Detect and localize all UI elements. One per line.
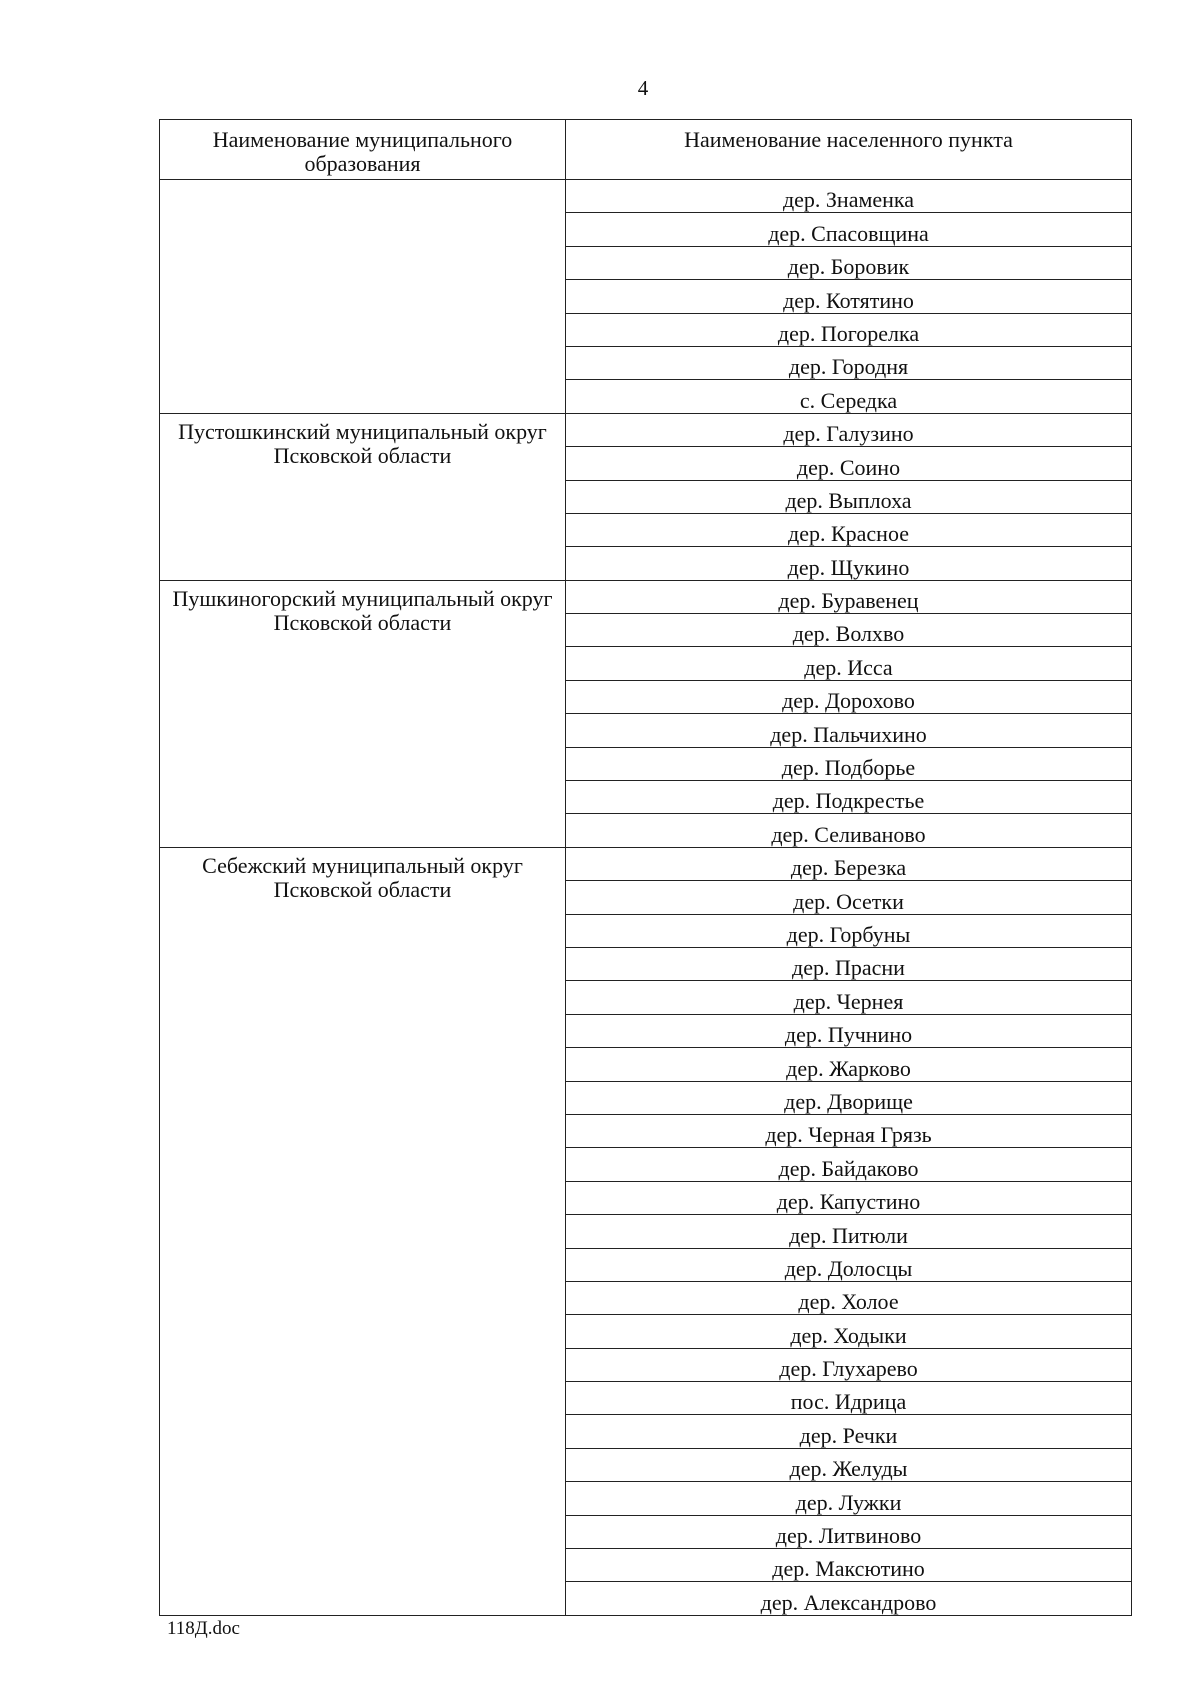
- settlement-cell: дер. Исса: [566, 647, 1132, 680]
- table-row: [160, 580, 1132, 613]
- settlement-cell: дер. Знаменка: [566, 180, 1132, 213]
- settlement-cell: дер. Холое: [566, 1281, 1132, 1314]
- settlement-cell: дер. Горбуны: [566, 914, 1132, 947]
- table-row: [160, 180, 1132, 213]
- settlement-cell: дер. Галузино: [566, 413, 1132, 446]
- settlement-cell: дер. Буравенец: [566, 580, 1132, 613]
- settlement-cell: дер. Дворище: [566, 1081, 1132, 1114]
- settlement-cell: дер. Черная Грязь: [566, 1114, 1132, 1147]
- page-number: 4: [637, 76, 649, 100]
- table-body: [160, 180, 1132, 1616]
- table-row: [160, 413, 1132, 446]
- settlement-cell: дер. Пучнино: [566, 1014, 1132, 1047]
- settlement-cell: дер. Желуды: [566, 1448, 1132, 1481]
- municipality-cell: Пустошкинский муниципальный округ Псковской области: [160, 413, 566, 580]
- settlement-cell: дер. Пальчихино: [566, 714, 1132, 747]
- settlement-cell: дер. Байдаково: [566, 1148, 1132, 1181]
- settlement-cell: дер. Дорохово: [566, 680, 1132, 713]
- settlement-cell: пос. Идрица: [566, 1382, 1132, 1415]
- header-municipality: Наименование муниципального образования: [160, 120, 566, 180]
- settlement-cell: дер. Жарково: [566, 1048, 1132, 1081]
- settlement-cell: дер. Волхво: [566, 614, 1132, 647]
- settlement-cell: дер. Подкрестье: [566, 781, 1132, 814]
- settlement-cell: дер. Соино: [566, 447, 1132, 480]
- municipality-cell: Себежский муниципальный округ Псковской области: [160, 847, 566, 1615]
- settlement-cell: дер. Красное: [566, 513, 1132, 546]
- settlement-cell: дер. Городня: [566, 346, 1132, 379]
- settlement-cell: дер. Прасни: [566, 947, 1132, 980]
- settlement-cell: дер. Капустино: [566, 1181, 1132, 1214]
- settlement-cell: дер. Чернея: [566, 981, 1132, 1014]
- settlement-cell: дер. Питюли: [566, 1215, 1132, 1248]
- settlement-cell: дер. Долосцы: [566, 1248, 1132, 1281]
- settlement-cell: дер. Спасовщина: [566, 213, 1132, 246]
- settlement-cell: дер. Речки: [566, 1415, 1132, 1448]
- settlement-cell: дер. Щукино: [566, 547, 1132, 580]
- settlement-cell: дер. Боровик: [566, 246, 1132, 279]
- settlement-cell: с. Середка: [566, 380, 1132, 413]
- settlement-cell: дер. Березка: [566, 847, 1132, 880]
- header-settlement: Наименование населенного пункта: [566, 120, 1132, 180]
- settlement-cell: дер. Погорелка: [566, 313, 1132, 346]
- municipality-cell: Пушкиногорский муниципальный округ Псковской области: [160, 580, 566, 847]
- settlement-cell: дер. Максютино: [566, 1549, 1132, 1582]
- settlement-cell: дер. Александрово: [566, 1582, 1132, 1615]
- table-row: [160, 847, 1132, 880]
- table-header-row: [160, 120, 1132, 180]
- settlement-cell: дер. Выплоха: [566, 480, 1132, 513]
- settlement-cell: дер. Литвиново: [566, 1515, 1132, 1548]
- municipality-cell: [160, 180, 566, 414]
- file-name: 118Д.doc: [167, 1618, 240, 1639]
- settlement-cell: дер. Глухарево: [566, 1348, 1132, 1381]
- settlement-cell: дер. Подборье: [566, 747, 1132, 780]
- settlement-cell: дер. Лужки: [566, 1482, 1132, 1515]
- settlement-cell: дер. Селиваново: [566, 814, 1132, 847]
- settlement-cell: дер. Котятино: [566, 280, 1132, 313]
- settlement-cell: дер. Ходыки: [566, 1315, 1132, 1348]
- settlements-table: [159, 119, 1132, 1616]
- settlement-cell: дер. Осетки: [566, 881, 1132, 914]
